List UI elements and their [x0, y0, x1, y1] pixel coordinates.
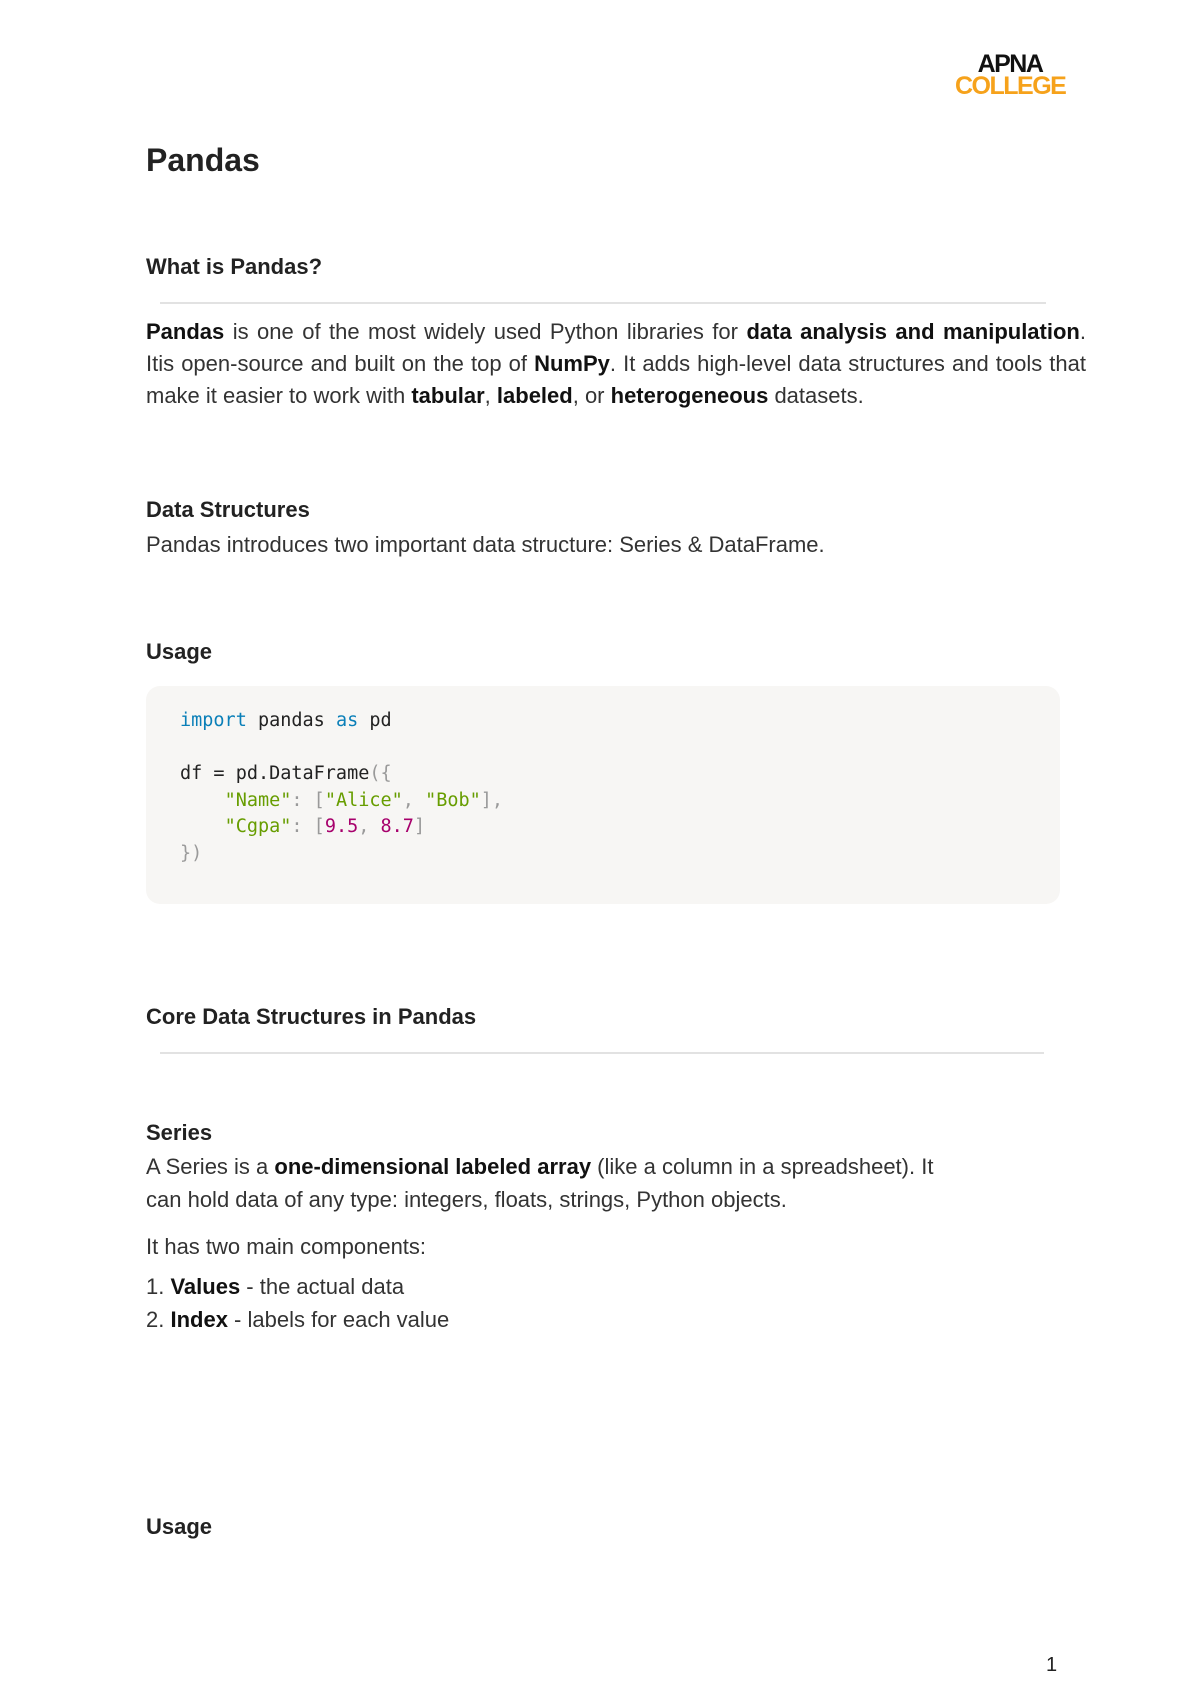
heading-usage-2: Usage: [146, 1514, 213, 1539]
series-description: A Series is a one-dimensional labeled array (like a column in a spreadsheet). It can hold data of any type: integers, floats, strings, Python objects.: [146, 1154, 934, 1212]
intro-paragraph: Pandas is one of the most widely used Python libraries for data analysis and manipulation. Itis open-source and built on the top of NumPy. It adds high-level data structures and tools that make it easier to work with tabular, labeled, or heterogeneous datasets.: [146, 319, 1086, 408]
bold-heterogeneous: heterogeneous: [610, 383, 769, 408]
list-item: 2. Index - labels for each value: [146, 1307, 450, 1332]
page-number: 1: [1046, 1654, 1058, 1676]
list-item: 1. Values - the actual data: [146, 1274, 405, 1299]
divider-2: [160, 1052, 1044, 1054]
code-block: [146, 686, 1060, 904]
components-list: [146, 1270, 449, 1336]
bold-data-analysis: data analysis and manipulation: [746, 319, 1080, 344]
bold-numpy: NumPy: [534, 351, 610, 376]
components-intro: It has two main components:: [146, 1234, 427, 1259]
heading-series: Series: [146, 1120, 213, 1145]
bold-labeled: labeled: [496, 383, 573, 408]
logo-line-2: COLLEGE: [955, 72, 1066, 100]
code-content: import pandas as pd df = pd.DataFrame({ "Name": ["Alice", "Bob"], "Cgpa": [9.5, 8.7] }): [180, 710, 504, 864]
bold-one-dimensional: one-dimensional labeled array: [274, 1154, 592, 1179]
bold-pandas: Pandas: [146, 319, 225, 344]
divider-1: [160, 302, 1046, 304]
heading-usage-1: Usage: [146, 639, 213, 664]
page-title: Pandas: [146, 142, 260, 178]
logo-line-1: APNA: [977, 50, 1043, 78]
data-structures-text: Pandas introduces two important data structure: Series & DataFrame.: [146, 532, 825, 557]
heading-data-structures: Data Structures: [146, 497, 310, 522]
heading-what-is-pandas: What is Pandas?: [146, 254, 323, 279]
bold-tabular: tabular: [411, 383, 485, 408]
heading-core-data-structures: Core Data Structures in Pandas: [146, 1004, 477, 1029]
apna-college-logo: [955, 52, 1065, 99]
